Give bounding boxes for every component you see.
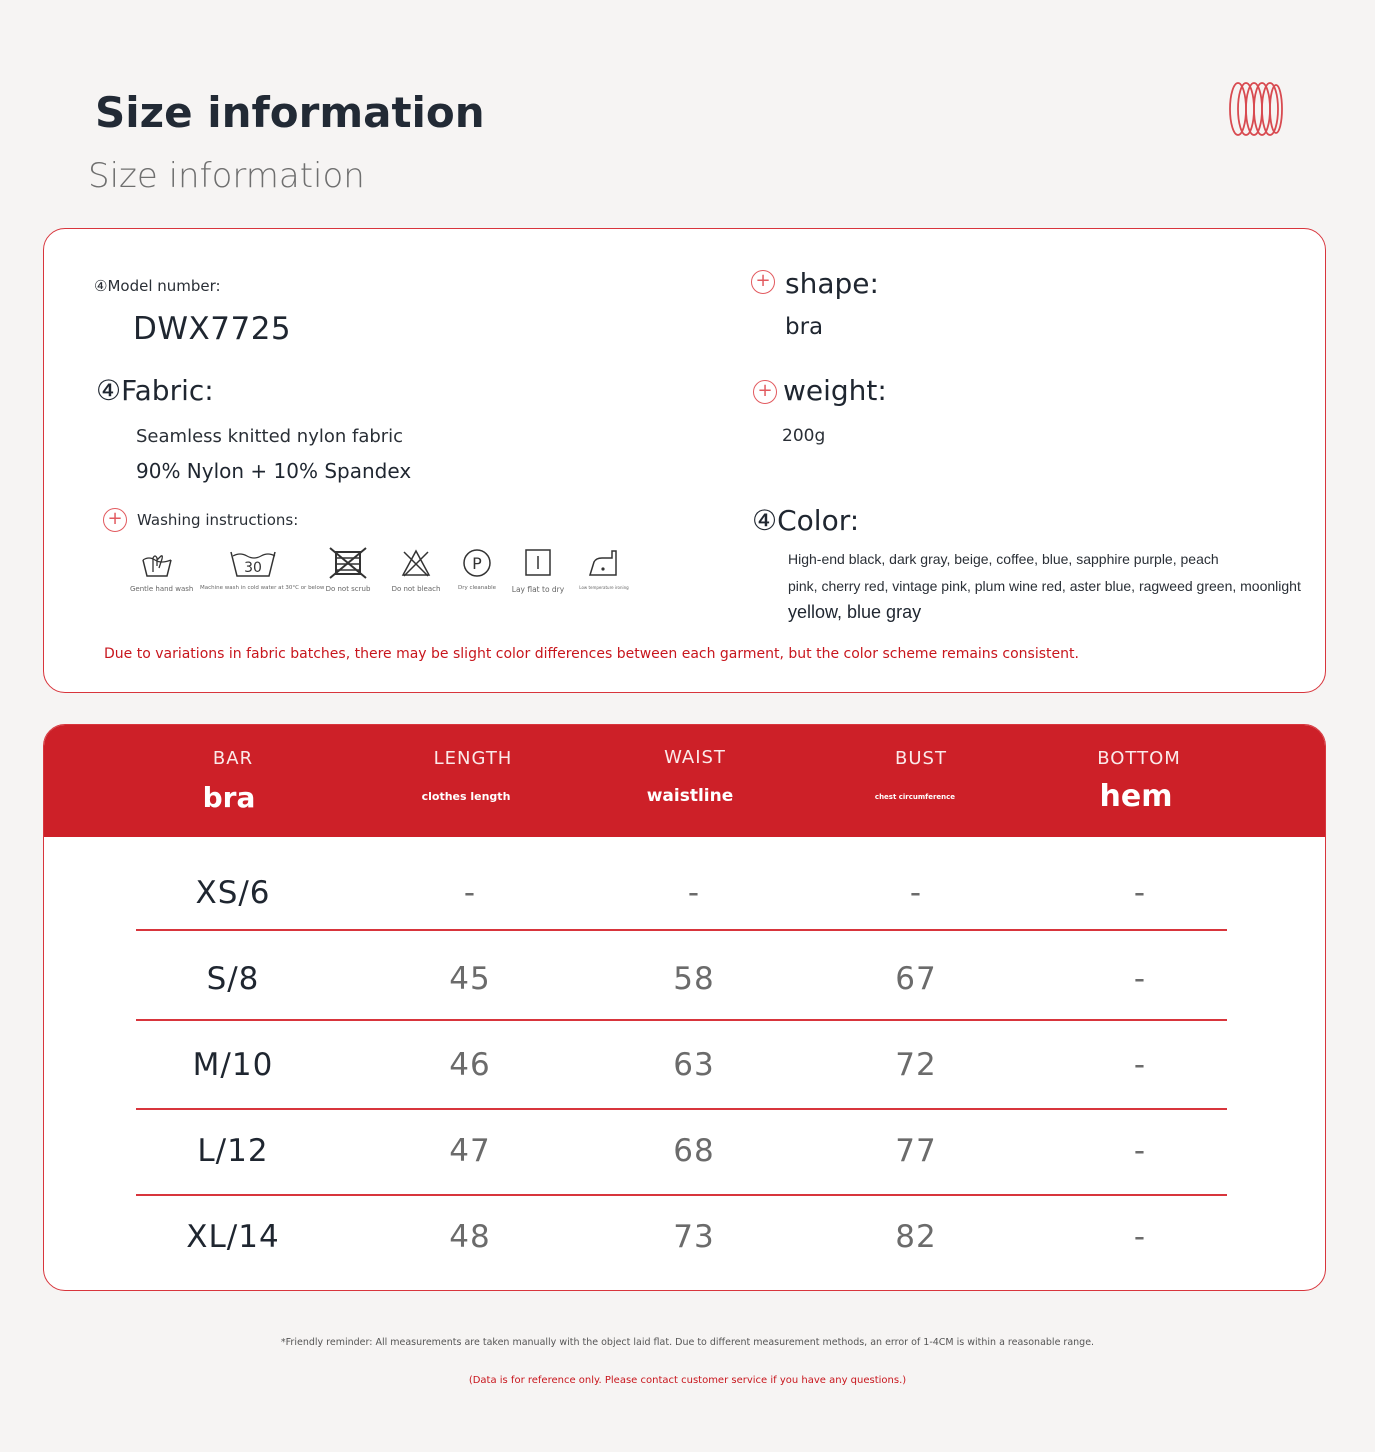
size-cell: L/12 xyxy=(197,1133,269,1169)
svg-text:30: 30 xyxy=(244,560,262,576)
wash-item xyxy=(322,546,374,593)
dry-clean-icon xyxy=(461,546,493,580)
wash-item xyxy=(200,546,325,591)
shape-label: shape: xyxy=(785,267,879,300)
waist-cell: 73 xyxy=(673,1219,715,1255)
wash-caption: Do not bleach xyxy=(391,585,441,593)
measurement-reminder: *Friendly reminder: All measurements are taken manually with the object laid flat. Due to different measurement methods, an error of 1-4CM is within a reasonable range. xyxy=(280,1337,1095,1348)
waist-cell: 68 xyxy=(673,1133,715,1169)
model-number-value: DWX7725 xyxy=(133,311,292,347)
do-not-scrub-icon xyxy=(327,546,369,580)
wash-caption: Gentle hand wash xyxy=(130,585,194,593)
hand-wash-icon xyxy=(137,546,177,580)
plus-circle-icon: + xyxy=(751,270,775,294)
row-divider xyxy=(136,929,1227,931)
bottom-cell: - xyxy=(1133,1219,1147,1255)
wash-caption: Low temperature ironing xyxy=(579,585,629,590)
fabric-line-1: Seamless knitted nylon fabric xyxy=(136,426,404,447)
col-header-bar: BAR xyxy=(212,748,254,769)
wash-caption: Do not scrub xyxy=(325,585,371,593)
bust-cell: 82 xyxy=(895,1219,937,1255)
col-sub-bust: chest circumference xyxy=(874,793,956,801)
machine-wash-30-icon xyxy=(228,546,278,580)
bust-cell: 72 xyxy=(895,1047,937,1083)
wash-caption: Lay flat to dry xyxy=(511,585,565,594)
row-divider xyxy=(136,1108,1227,1110)
wash-item xyxy=(454,546,500,591)
shape-value: bra xyxy=(785,314,824,340)
wash-caption: Machine wash in cold water at 30°C or below xyxy=(200,585,325,591)
color-line-1: High-end black, dark gray, beige, coffee, blue, sapphire purple, peach xyxy=(788,551,1219,567)
col-header-bust: BUST xyxy=(895,748,947,769)
wash-item xyxy=(576,546,632,590)
color-variation-note: Due to variations in fabric batches, there may be slight color differences between each garment, but the color scheme remains consistent. xyxy=(104,646,1079,662)
page-title: Size information xyxy=(95,88,485,137)
bust-cell: 67 xyxy=(895,961,937,997)
waist-cell: 63 xyxy=(673,1047,715,1083)
length-cell: 48 xyxy=(449,1219,491,1255)
color-line-3: yellow, blue gray xyxy=(788,602,922,622)
bottom-cell: - xyxy=(1133,961,1147,997)
wash-item xyxy=(390,546,442,593)
plus-circle-icon: + xyxy=(753,380,777,404)
waist-cell: 58 xyxy=(673,961,715,997)
bottom-cell: - xyxy=(1133,875,1147,911)
wash-item xyxy=(130,546,194,593)
bottom-cell: - xyxy=(1133,1047,1147,1083)
plus-circle-icon: + xyxy=(103,508,127,532)
size-table xyxy=(43,724,1326,1291)
size-cell: S/8 xyxy=(206,961,260,997)
lay-flat-dry-icon xyxy=(522,546,554,580)
do-not-bleach-icon xyxy=(399,546,433,580)
size-cell: M/10 xyxy=(192,1047,274,1083)
bust-cell: 77 xyxy=(895,1133,937,1169)
bust-cell: - xyxy=(909,875,923,911)
bottom-cell: - xyxy=(1133,1133,1147,1169)
weight-label: weight: xyxy=(783,374,887,407)
row-divider xyxy=(136,1194,1227,1196)
length-cell: - xyxy=(463,875,477,911)
washing-label: Washing instructions: xyxy=(137,511,299,529)
svg-text:P: P xyxy=(472,554,482,573)
fabric-line-2: 90% Nylon + 10% Spandex xyxy=(136,459,412,483)
low-temp-iron-icon xyxy=(586,546,622,580)
length-cell: 46 xyxy=(449,1047,491,1083)
col-sub-length: clothes length xyxy=(421,790,511,803)
length-cell: 47 xyxy=(449,1133,491,1169)
col-header-bottom: BOTTOM xyxy=(1097,748,1181,769)
page-subtitle: Size information xyxy=(88,156,365,196)
row-divider xyxy=(136,1019,1227,1021)
waist-cell: - xyxy=(687,875,701,911)
col-header-waist: WAIST xyxy=(664,747,726,768)
wash-item xyxy=(510,546,566,594)
length-cell: 45 xyxy=(449,961,491,997)
model-number-label: ④Model number: xyxy=(94,277,221,295)
size-cell: XL/14 xyxy=(186,1219,280,1255)
col-sub-waist: waistline xyxy=(646,786,734,806)
col-header-length: LENGTH xyxy=(433,748,513,769)
fabric-label: ④Fabric: xyxy=(96,374,214,407)
color-label: ④Color: xyxy=(752,504,860,537)
color-line-2: pink, cherry red, vintage pink, plum wine red, aster blue, ragweed green, moonlight xyxy=(788,578,1301,594)
wash-caption: Dry cleanable xyxy=(457,585,497,591)
size-cell: XS/6 xyxy=(195,875,271,911)
reference-note: (Data is for reference only. Please contact customer service if you have any questions.) xyxy=(468,1375,907,1386)
col-sub-bottom: hem xyxy=(1099,779,1173,814)
weight-value: 200g xyxy=(782,426,826,446)
brand-logo-icon xyxy=(1226,80,1286,138)
col-sub-bra: bra xyxy=(202,781,256,814)
